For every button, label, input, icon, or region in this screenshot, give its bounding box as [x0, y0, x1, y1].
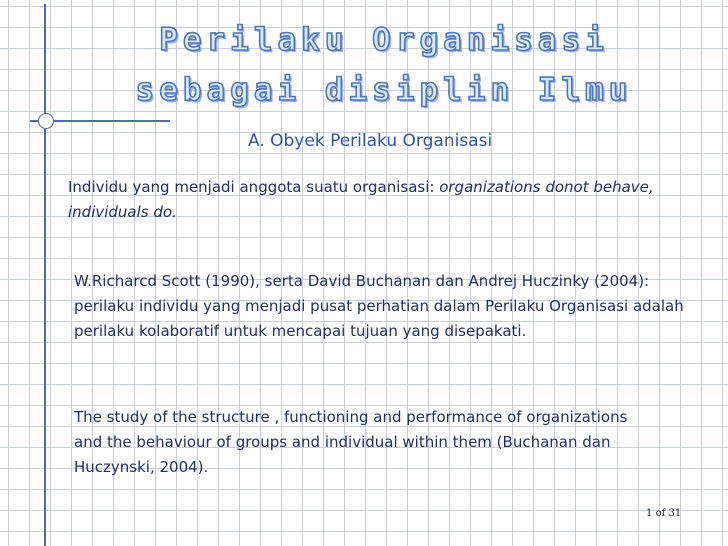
page-counter [646, 508, 681, 519]
paragraph-individual [68, 175, 668, 225]
paragraph-individual-quote: organizations donot behave, individuals do. [68, 178, 654, 221]
paragraph-individual-text: Individu yang menjadi anggota suatu organisasi: [68, 178, 440, 196]
page-current: 1 [646, 508, 653, 519]
paragraph-definition: The study of the structure , functioning and performance of organizations and the behaviour of groups and individual within them (Buchanan dan Huczynski, 2004). [74, 408, 628, 476]
page-of-label: of [655, 508, 666, 519]
decorative-vertical-rule [44, 4, 46, 546]
page-total: 31 [668, 508, 682, 519]
slide-subtitle: A. Obyek Perilaku Organisasi [248, 131, 493, 151]
slide-title-line-1: Perilaku Organisasi [159, 22, 609, 58]
decorative-circle [38, 113, 54, 129]
slide-title-line-2: sebagai disiplin Ilmu [135, 72, 633, 108]
paragraph-scott-buchanan: W.Richarcd Scott (1990), serta David Buchanan dan Andrej Huczinky (2004): perilaku individu yang menjadi pusat perhatian dalam Perilaku Organisasi adalah perilaku kolaboratif untuk mencapai tujuan yang disepakati. [74, 272, 684, 340]
